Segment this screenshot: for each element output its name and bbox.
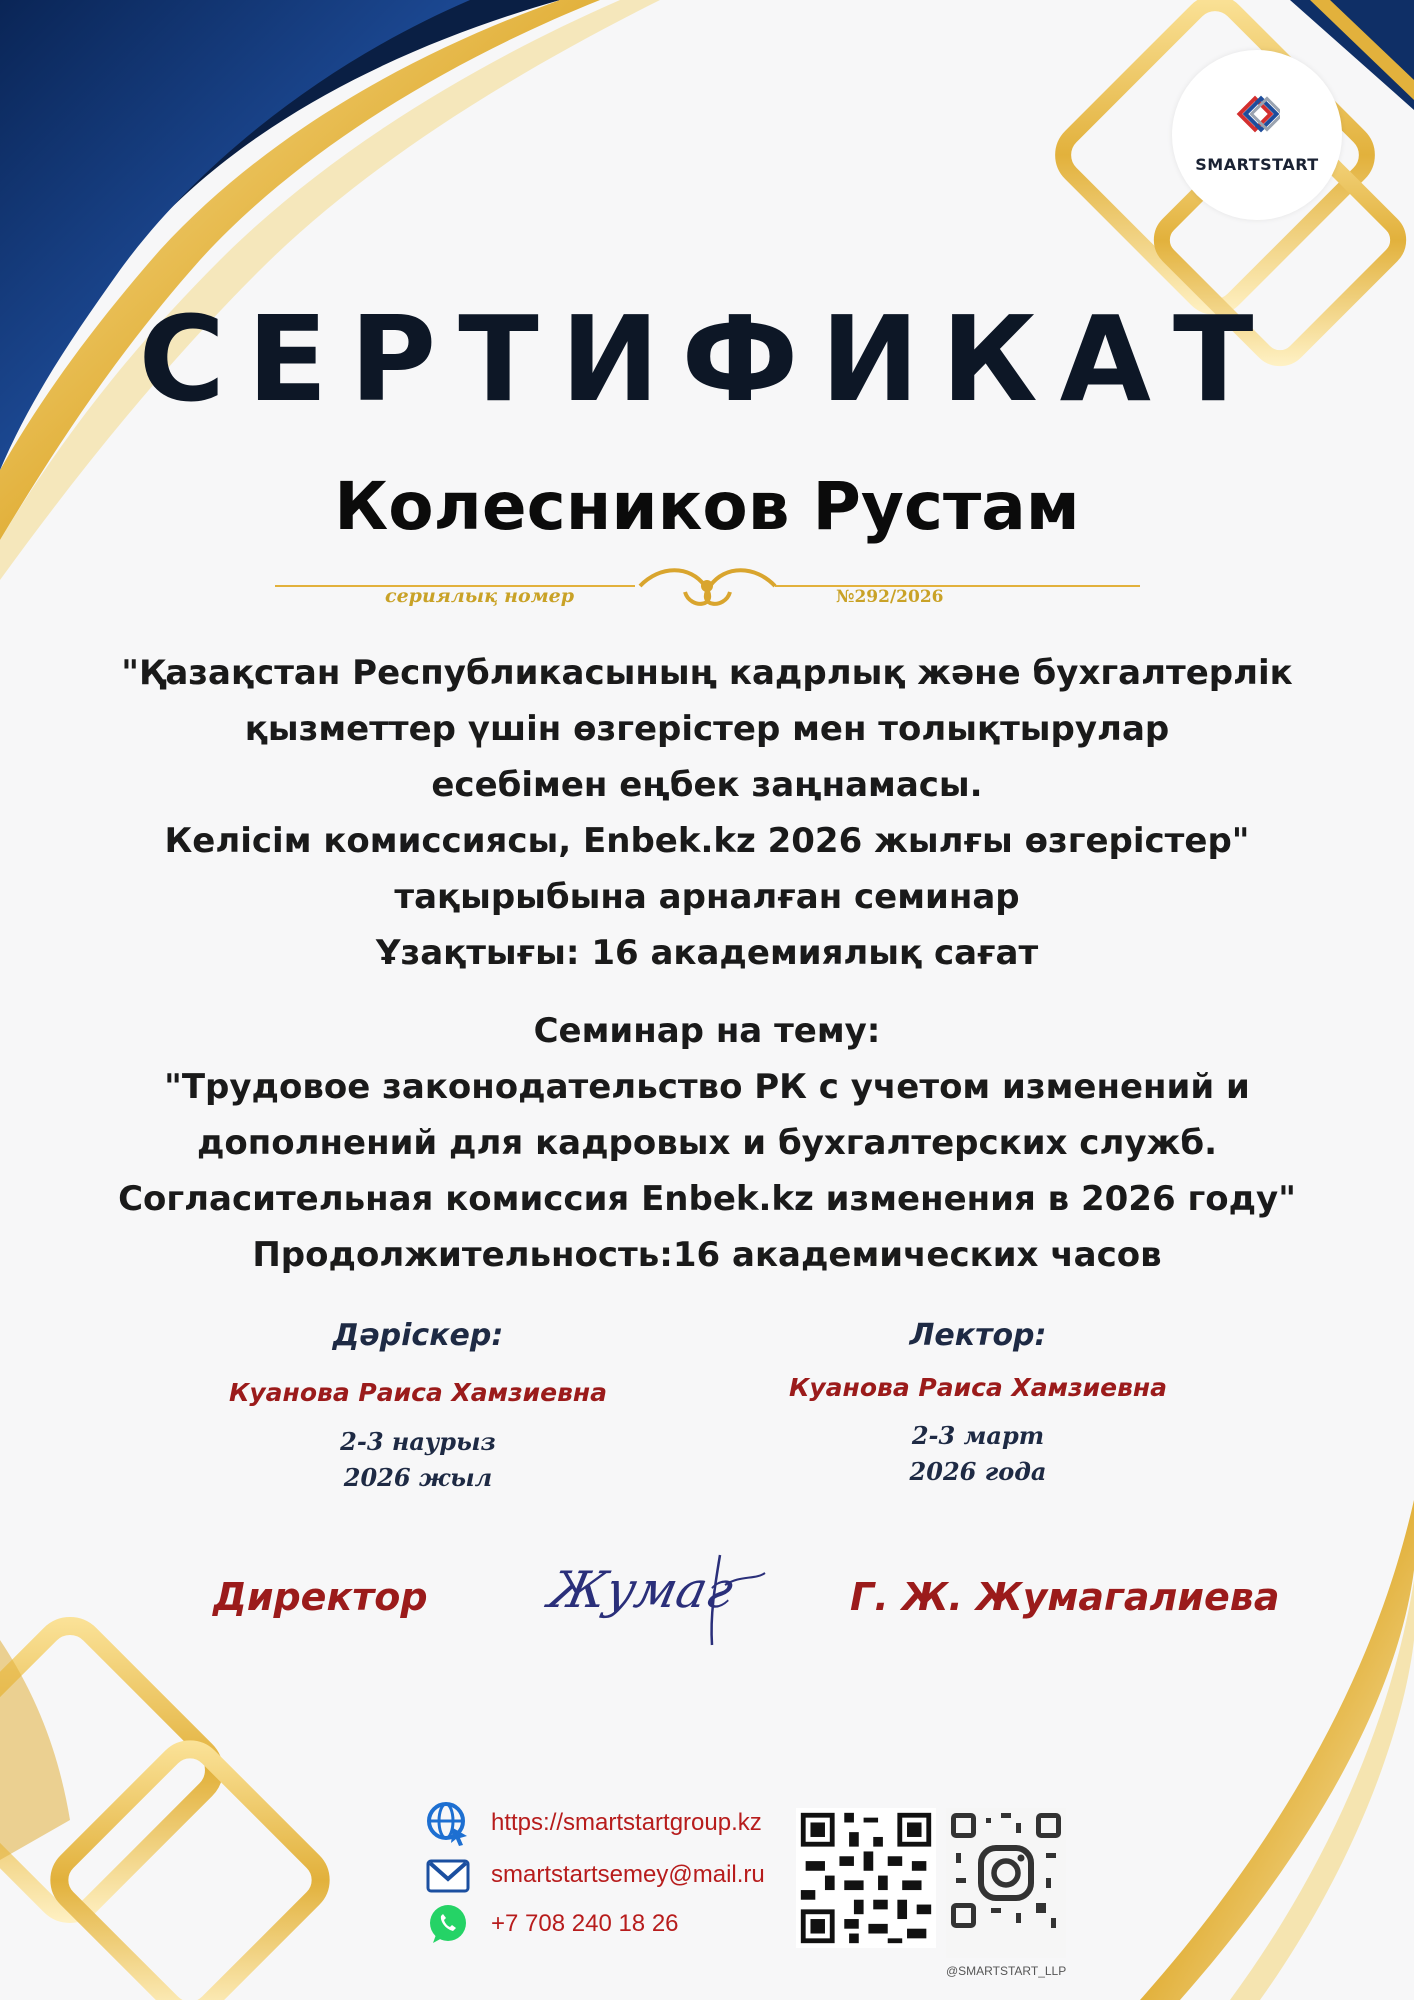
description-kz-line: есебімен еңбек заңнамасы.: [431, 765, 983, 805]
phone-number[interactable]: +7 708 240 18 26: [491, 1910, 679, 1937]
serial-label: сериялық номер: [385, 585, 575, 607]
lecturer-kz-date-line2: 2026 жыл: [343, 1463, 493, 1492]
smartstart-logo-icon: [1236, 95, 1280, 139]
website-link[interactable]: https://smartstartgroup.kz: [491, 1809, 762, 1836]
lecturer-ru-date-line1: 2-3 март: [911, 1421, 1045, 1450]
handwritten-signature: [540, 1545, 780, 1655]
description-ru-line: Продолжительность:16 академических часов: [252, 1235, 1162, 1275]
logo-text: SMARTSTART: [1195, 155, 1319, 174]
website-contact[interactable]: [425, 1798, 762, 1848]
description-kz-line: қызметтер үшін өзгерістер мен толықтырулар: [244, 709, 1170, 749]
description-kz: [90, 645, 1324, 981]
description-ru-line: дополнений для кадровых и бухгалтерских служб.: [196, 1123, 1218, 1163]
recipient-name: Колесников Рустам: [334, 468, 1080, 545]
description-ru-line: "Трудовое законодательство РК с учетом изменений и: [164, 1067, 1250, 1107]
mail-icon: [425, 1852, 471, 1898]
whatsapp-icon: [425, 1901, 471, 1947]
description-kz-line: Келісім комиссиясы, Enbek.kz 2026 жылғы өзгерістер": [164, 821, 1250, 861]
svg-text:Жумаг: Жумаг: [544, 1560, 739, 1619]
lecturer-ru-heading: Лектор:: [909, 1318, 1047, 1353]
description-ru-line: Согласительная комиссия Enbek.kz изменения в 2026 году": [118, 1179, 1296, 1219]
description-ru: [90, 1003, 1324, 1283]
phone-contact[interactable]: [425, 1899, 679, 1949]
description-kz-line: Ұзақтығы: 16 академиялық сағат: [375, 933, 1039, 973]
lecturer-ru-date-line2: 2026 года: [909, 1457, 1047, 1486]
qr-caption: @SMARTSTART_LLP: [946, 1964, 1067, 1978]
description-kz-line: "Қазақстан Республикасының кадрлық және бухгалтерлік: [121, 653, 1293, 693]
lecturer-kz-name: Куанова Раиса Хамзиевна: [228, 1378, 608, 1407]
director-label: Директор: [213, 1575, 428, 1619]
lecturer-kz-date-line1: 2-3 наурыз: [340, 1427, 496, 1456]
certificate-title: СЕРТИФИКАТ: [138, 290, 1276, 428]
lecturer-ru-name: Куанова Раиса Хамзиевна: [788, 1373, 1168, 1402]
lecturer-kz-heading: Дәрiскер:: [332, 1318, 504, 1353]
email-contact[interactable]: [425, 1850, 765, 1900]
director-name: Г. Ж. Жумагалиева: [850, 1575, 1280, 1619]
globe-icon: [425, 1800, 471, 1846]
logo-badge: [1172, 50, 1342, 220]
description-ru-line: Семинар на тему:: [533, 1011, 881, 1051]
description-kz-line: тақырыбына арналған семинар: [394, 877, 1020, 917]
email-link[interactable]: smartstartsemey@mail.ru: [491, 1861, 765, 1888]
qr-code[interactable]: [796, 1808, 936, 1948]
instagram-qr-code[interactable]: [946, 1808, 1066, 1958]
serial-number: №292/2026: [836, 587, 944, 607]
